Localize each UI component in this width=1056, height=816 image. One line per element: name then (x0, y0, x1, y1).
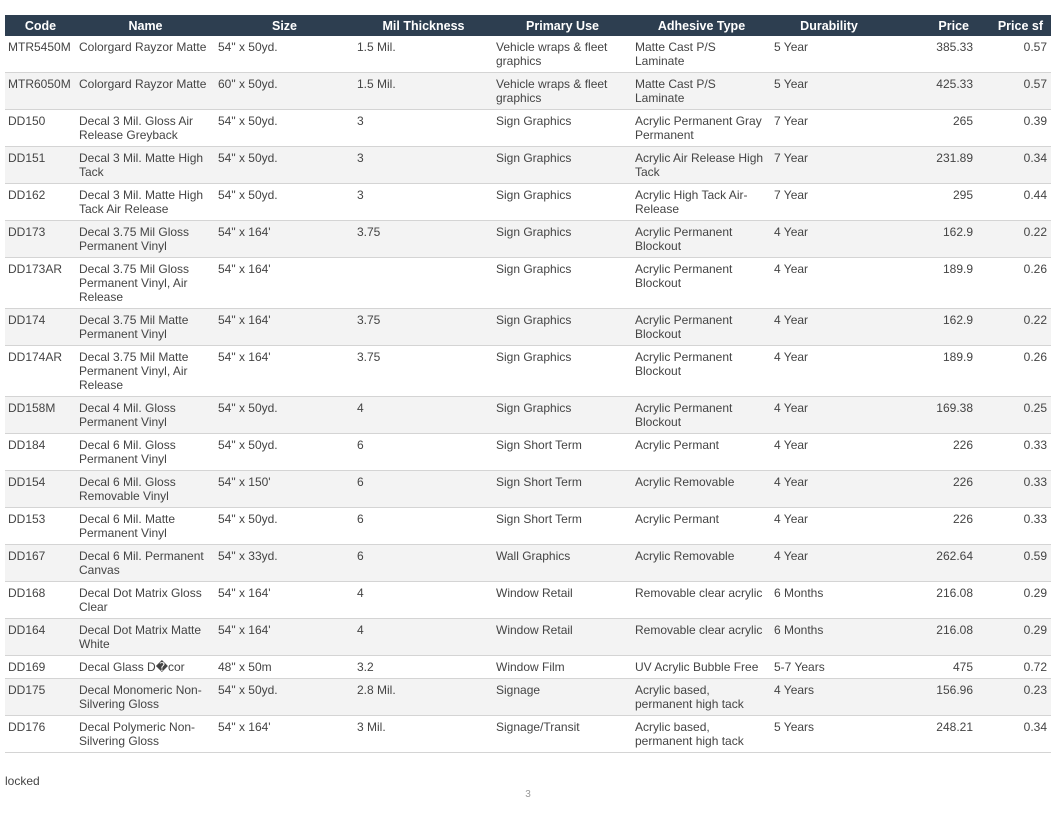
cell-mil-thickness: 3.2 (354, 656, 493, 679)
table-row (5, 346, 1051, 397)
cell-price-sf: 0.22 (977, 309, 1051, 346)
table-row (5, 258, 1051, 309)
cell-primary-use: Sign Graphics (493, 346, 632, 397)
cell-code: DD162 (5, 184, 76, 221)
cell-primary-use: Window Retail (493, 582, 632, 619)
table-row (5, 679, 1051, 716)
cell-price-sf: 0.22 (977, 221, 1051, 258)
cell-size: 54" x 50yd. (215, 184, 354, 221)
cell-mil-thickness: 3 (354, 110, 493, 147)
cell-name: Decal 3 Mil. Matte High Tack Air Release (76, 184, 215, 221)
cell-code: DD184 (5, 434, 76, 471)
column-header-durability: Durability (771, 15, 887, 36)
cell-durability: 6 Months (771, 619, 887, 656)
cell-primary-use: Sign Short Term (493, 471, 632, 508)
products-table (5, 15, 1051, 753)
cell-primary-use: Window Film (493, 656, 632, 679)
cell-primary-use: Sign Short Term (493, 508, 632, 545)
cell-price-sf: 0.34 (977, 716, 1051, 753)
cell-price: 162.9 (887, 309, 977, 346)
cell-code: DD167 (5, 545, 76, 582)
cell-mil-thickness: 4 (354, 397, 493, 434)
cell-code: DD158M (5, 397, 76, 434)
cell-code: DD154 (5, 471, 76, 508)
cell-size: 54" x 50yd. (215, 147, 354, 184)
cell-adhesive-type: Removable clear acrylic (632, 582, 771, 619)
cell-mil-thickness: 6 (354, 508, 493, 545)
cell-code: DD175 (5, 679, 76, 716)
cell-adhesive-type: Acrylic Removable (632, 471, 771, 508)
cell-size: 54" x 164' (215, 346, 354, 397)
cell-price: 226 (887, 508, 977, 545)
column-header-adhesive-type: Adhesive Type (632, 15, 771, 36)
table-row (5, 656, 1051, 679)
cell-primary-use: Sign Graphics (493, 184, 632, 221)
cell-price-sf: 0.57 (977, 36, 1051, 73)
table-row (5, 221, 1051, 258)
cell-name: Decal Dot Matrix Matte White (76, 619, 215, 656)
cell-price-sf: 0.29 (977, 619, 1051, 656)
table-row (5, 716, 1051, 753)
status-text: locked (5, 774, 40, 788)
cell-price-sf: 0.39 (977, 110, 1051, 147)
cell-price: 189.9 (887, 258, 977, 309)
cell-adhesive-type: Acrylic Permanent Blockout (632, 221, 771, 258)
cell-adhesive-type: Acrylic Air Release High Tack (632, 147, 771, 184)
cell-price: 265 (887, 110, 977, 147)
cell-price-sf: 0.57 (977, 73, 1051, 110)
cell-price-sf: 0.44 (977, 184, 1051, 221)
cell-durability: 4 Years (771, 679, 887, 716)
cell-name: Decal 6 Mil. Gloss Removable Vinyl (76, 471, 215, 508)
cell-code: DD164 (5, 619, 76, 656)
cell-price: 475 (887, 656, 977, 679)
cell-size: 54" x 164' (215, 582, 354, 619)
cell-primary-use: Sign Graphics (493, 147, 632, 184)
cell-price: 226 (887, 471, 977, 508)
cell-name: Decal 3.75 Mil Gloss Permanent Vinyl, Air Release (76, 258, 215, 309)
cell-durability: 4 Year (771, 397, 887, 434)
cell-mil-thickness: 4 (354, 619, 493, 656)
cell-primary-use: Signage/Transit (493, 716, 632, 753)
cell-adhesive-type: Acrylic Permant (632, 434, 771, 471)
cell-size: 54" x 164' (215, 258, 354, 309)
column-header-price: Price (887, 15, 977, 36)
cell-price-sf: 0.34 (977, 147, 1051, 184)
cell-adhesive-type: UV Acrylic Bubble Free (632, 656, 771, 679)
cell-code: DD176 (5, 716, 76, 753)
cell-adhesive-type: Acrylic Permanent Blockout (632, 346, 771, 397)
cell-adhesive-type: Matte Cast P/S Laminate (632, 73, 771, 110)
table-row (5, 619, 1051, 656)
cell-name: Decal Glass D�cor (76, 656, 215, 679)
table-body (5, 36, 1051, 753)
cell-durability: 7 Year (771, 110, 887, 147)
cell-mil-thickness: 3 (354, 184, 493, 221)
cell-size: 54" x 50yd. (215, 508, 354, 545)
column-header-mil-thickness: Mil Thickness (354, 15, 493, 36)
cell-adhesive-type: Acrylic based, permanent high tack (632, 679, 771, 716)
table-row (5, 434, 1051, 471)
cell-durability: 4 Year (771, 346, 887, 397)
cell-price: 231.89 (887, 147, 977, 184)
cell-code: DD173AR (5, 258, 76, 309)
cell-name: Decal 6 Mil. Permanent Canvas (76, 545, 215, 582)
cell-mil-thickness: 3 Mil. (354, 716, 493, 753)
cell-size: 54" x 164' (215, 619, 354, 656)
cell-code: MTR6050M (5, 73, 76, 110)
cell-size: 54" x 50yd. (215, 110, 354, 147)
cell-adhesive-type: Acrylic based, permanent high tack (632, 716, 771, 753)
cell-adhesive-type: Matte Cast P/S Laminate (632, 36, 771, 73)
cell-price: 226 (887, 434, 977, 471)
cell-price: 162.9 (887, 221, 977, 258)
cell-durability: 4 Year (771, 508, 887, 545)
header-row (5, 15, 1051, 36)
cell-price-sf: 0.26 (977, 258, 1051, 309)
cell-primary-use: Sign Graphics (493, 397, 632, 434)
cell-size: 54" x 164' (215, 309, 354, 346)
cell-adhesive-type: Acrylic Permant (632, 508, 771, 545)
cell-adhesive-type: Acrylic Permanent Blockout (632, 397, 771, 434)
cell-mil-thickness: 6 (354, 471, 493, 508)
cell-durability: 4 Year (771, 221, 887, 258)
cell-durability: 4 Year (771, 545, 887, 582)
table-row (5, 110, 1051, 147)
cell-mil-thickness: 1.5 Mil. (354, 36, 493, 73)
cell-durability: 6 Months (771, 582, 887, 619)
cell-primary-use: Sign Graphics (493, 221, 632, 258)
cell-name: Decal Polymeric Non-Silvering Gloss (76, 716, 215, 753)
cell-name: Decal 6 Mil. Matte Permanent Vinyl (76, 508, 215, 545)
cell-mil-thickness: 4 (354, 582, 493, 619)
column-header-price-sf: Price sf (977, 15, 1051, 36)
cell-primary-use: Sign Graphics (493, 258, 632, 309)
cell-code: DD168 (5, 582, 76, 619)
cell-size: 54" x 33yd. (215, 545, 354, 582)
cell-size: 54" x 50yd. (215, 36, 354, 73)
cell-code: DD174 (5, 309, 76, 346)
cell-primary-use: Window Retail (493, 619, 632, 656)
cell-price-sf: 0.23 (977, 679, 1051, 716)
cell-primary-use: Wall Graphics (493, 545, 632, 582)
cell-size: 60" x 50yd. (215, 73, 354, 110)
table-row (5, 36, 1051, 73)
cell-code: MTR5450M (5, 36, 76, 73)
cell-price-sf: 0.33 (977, 434, 1051, 471)
table-row (5, 309, 1051, 346)
cell-adhesive-type: Acrylic Permanent Blockout (632, 309, 771, 346)
cell-name: Decal 3 Mil. Matte High Tack (76, 147, 215, 184)
cell-code: DD173 (5, 221, 76, 258)
cell-price-sf: 0.26 (977, 346, 1051, 397)
cell-mil-thickness: 3.75 (354, 309, 493, 346)
cell-price: 169.38 (887, 397, 977, 434)
column-header-name: Name (76, 15, 215, 36)
cell-size: 54" x 164' (215, 716, 354, 753)
cell-name: Decal Monomeric Non-Silvering Gloss (76, 679, 215, 716)
table-row (5, 471, 1051, 508)
table-row (5, 397, 1051, 434)
cell-price-sf: 0.29 (977, 582, 1051, 619)
cell-mil-thickness: 6 (354, 434, 493, 471)
cell-price-sf: 0.72 (977, 656, 1051, 679)
table-row (5, 508, 1051, 545)
cell-adhesive-type: Acrylic Permanent Gray Permanent (632, 110, 771, 147)
cell-price: 216.08 (887, 582, 977, 619)
cell-price: 156.96 (887, 679, 977, 716)
cell-primary-use: Sign Graphics (493, 110, 632, 147)
cell-size: 54" x 50yd. (215, 679, 354, 716)
cell-price: 248.21 (887, 716, 977, 753)
cell-name: Decal 3 Mil. Gloss Air Release Greyback (76, 110, 215, 147)
cell-primary-use: Sign Short Term (493, 434, 632, 471)
table-row (5, 545, 1051, 582)
cell-name: Decal 6 Mil. Gloss Permanent Vinyl (76, 434, 215, 471)
cell-durability: 5 Year (771, 73, 887, 110)
cell-durability: 7 Year (771, 184, 887, 221)
cell-mil-thickness: 3.75 (354, 346, 493, 397)
cell-adhesive-type: Acrylic Removable (632, 545, 771, 582)
cell-adhesive-type: Removable clear acrylic (632, 619, 771, 656)
cell-mil-thickness: 1.5 Mil. (354, 73, 493, 110)
cell-name: Colorgard Rayzor Matte (76, 73, 215, 110)
cell-mil-thickness: 3 (354, 147, 493, 184)
cell-name: Decal 3.75 Mil Matte Permanent Vinyl, Air Release (76, 346, 215, 397)
cell-price-sf: 0.33 (977, 508, 1051, 545)
table-row (5, 582, 1051, 619)
cell-mil-thickness: 6 (354, 545, 493, 582)
cell-primary-use: Vehicle wraps & fleet graphics (493, 36, 632, 73)
cell-price: 425.33 (887, 73, 977, 110)
cell-price: 189.9 (887, 346, 977, 397)
cell-name: Decal 3.75 Mil Matte Permanent Vinyl (76, 309, 215, 346)
cell-mil-thickness (354, 258, 493, 309)
cell-price: 295 (887, 184, 977, 221)
column-header-primary-use: Primary Use (493, 15, 632, 36)
cell-code: DD169 (5, 656, 76, 679)
cell-name: Decal 4 Mil. Gloss Permanent Vinyl (76, 397, 215, 434)
column-header-code: Code (5, 15, 76, 36)
cell-durability: 4 Year (771, 258, 887, 309)
cell-price: 385.33 (887, 36, 977, 73)
cell-primary-use: Signage (493, 679, 632, 716)
cell-size: 54" x 50yd. (215, 397, 354, 434)
page-number: 3 (525, 789, 531, 800)
cell-code: DD174AR (5, 346, 76, 397)
cell-mil-thickness: 3.75 (354, 221, 493, 258)
cell-size: 48" x 50m (215, 656, 354, 679)
cell-durability: 7 Year (771, 147, 887, 184)
cell-price-sf: 0.25 (977, 397, 1051, 434)
cell-adhesive-type: Acrylic Permanent Blockout (632, 258, 771, 309)
cell-price-sf: 0.59 (977, 545, 1051, 582)
cell-size: 54" x 150' (215, 471, 354, 508)
table-row (5, 147, 1051, 184)
column-header-size: Size (215, 15, 354, 36)
cell-code: DD151 (5, 147, 76, 184)
cell-code: DD153 (5, 508, 76, 545)
cell-mil-thickness: 2.8 Mil. (354, 679, 493, 716)
cell-size: 54" x 50yd. (215, 434, 354, 471)
cell-durability: 5 Years (771, 716, 887, 753)
cell-name: Colorgard Rayzor Matte (76, 36, 215, 73)
cell-adhesive-type: Acrylic High Tack Air-Release (632, 184, 771, 221)
cell-price-sf: 0.33 (977, 471, 1051, 508)
table-row (5, 184, 1051, 221)
cell-price: 262.64 (887, 545, 977, 582)
table-header (5, 15, 1051, 36)
cell-name: Decal 3.75 Mil Gloss Permanent Vinyl (76, 221, 215, 258)
cell-durability: 4 Year (771, 471, 887, 508)
cell-price: 216.08 (887, 619, 977, 656)
cell-durability: 5 Year (771, 36, 887, 73)
cell-durability: 4 Year (771, 434, 887, 471)
cell-primary-use: Sign Graphics (493, 309, 632, 346)
table-row (5, 73, 1051, 110)
cell-primary-use: Vehicle wraps & fleet graphics (493, 73, 632, 110)
cell-size: 54" x 164' (215, 221, 354, 258)
cell-name: Decal Dot Matrix Gloss Clear (76, 582, 215, 619)
cell-durability: 4 Year (771, 309, 887, 346)
cell-code: DD150 (5, 110, 76, 147)
cell-durability: 5-7 Years (771, 656, 887, 679)
